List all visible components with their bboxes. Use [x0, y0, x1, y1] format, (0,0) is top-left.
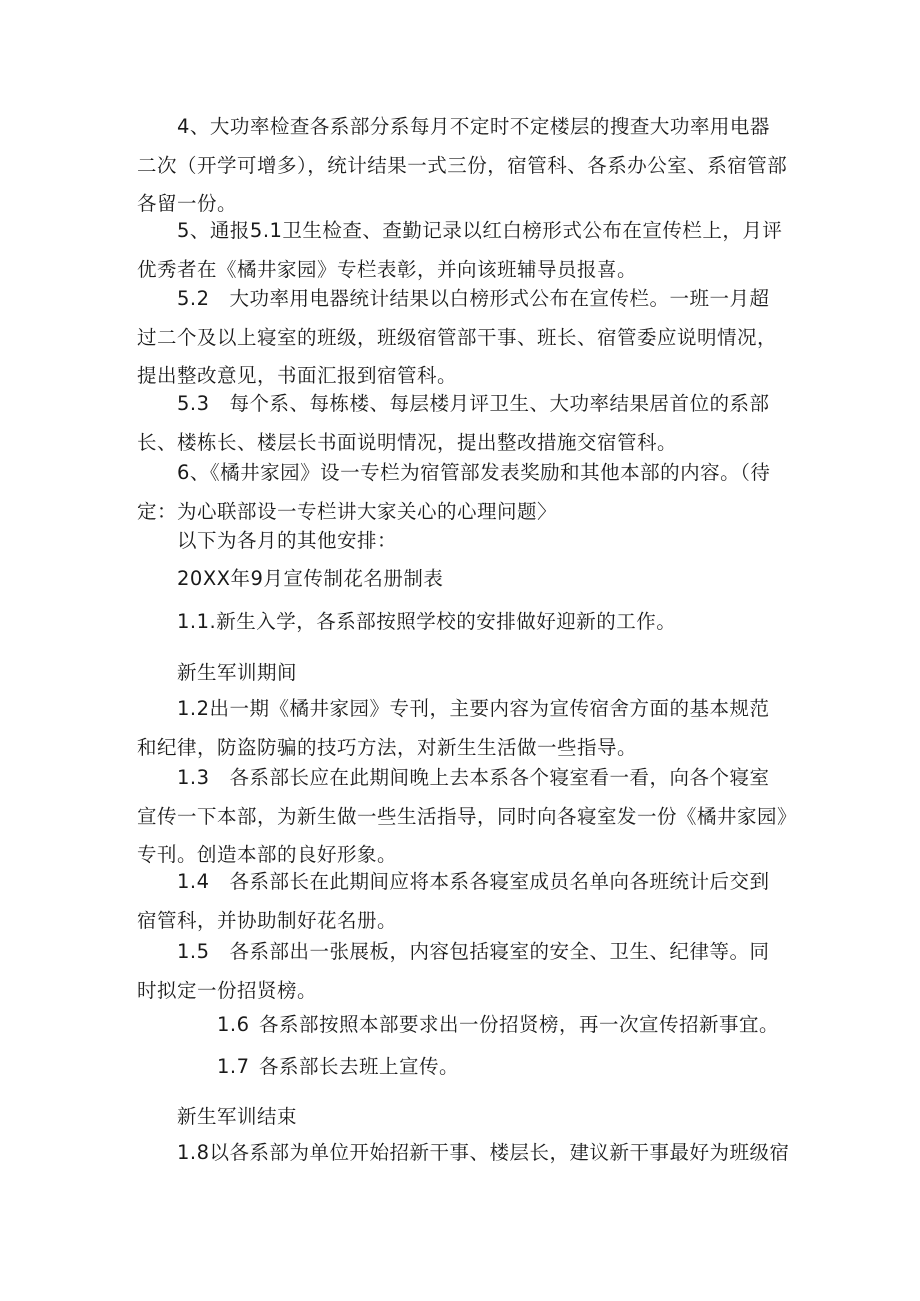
paragraph-1-2: 1.2出一期《橘井家园》专刊，主要内容为宣传宿舍方面的基本规范和纪律，防盗防骗的技巧方法，对新生生活做一些指导。	[137, 697, 770, 759]
paragraph-1-7	[137, 1048, 789, 1087]
paragraph-1-5: 1.5 各系部出一张展板，内容包括寝室的安全、卫生、纪律等。同时拟定一份招贤榜。	[137, 940, 770, 1002]
paragraph-1-1: 1.1.新生入学，各系部按照学校的安排做好迎新的工作。	[177, 610, 677, 633]
paragraph-5-3: 5.3 每个系、每栋楼、每层楼月评卫生、大功率结果居首位的系部长、楼栋长、楼层长书面说明情况，提出整改措施交宿管科。	[137, 392, 770, 454]
paragraph-5-notice: 5、通报5.1卫生检查、查勤记录以红白榜形式公布在宣传栏上，月评优秀者在《橘井家园》专栏表彰，并向该班辅导员报喜。	[137, 219, 783, 281]
paragraph-1-8: 1.8以各系部为单位开始招新干事、楼层长，建议新干事最好为班级宿	[177, 1141, 790, 1164]
item-number-1-6: 1.6	[217, 1013, 250, 1036]
item-text-1-7: 各系部长去班上宣传。	[259, 1055, 460, 1078]
paragraph-4-high-power-check: 4、大功率检查各系部分系每月不定时不定楼层的搜查大功率用电器二次（开学可增多），统计结果一式三份，宿管科、各系办公室、系宿管部各留一份。	[137, 115, 788, 215]
item-number-1-7: 1.7	[217, 1055, 250, 1078]
paragraph-1-4: 1.4 各系部长在此期间应将本系各寝室成员名单向各班统计后交到宿管科，并协助制好花名册。	[137, 870, 770, 932]
heading-training-end: 新生军训结束	[177, 1105, 298, 1128]
heading-military-training: 新生军训期间	[177, 661, 298, 684]
paragraph-1-3: 1.3 各系部长应在此期间晚上去本系各个寝室看一看，向各个寝室宣传一下本部，为新生做一些生活指导，同时向各寝室发一份《橘井家园》专刊。创造本部的良好形象。	[137, 766, 788, 866]
item-text-1-6: 各系部按照本部要求出一份招贤榜，再一次宣传招新事宜。	[259, 1013, 780, 1036]
heading-september: 20XX年9月宣传制花名册制表	[177, 567, 444, 590]
paragraph-5-2: 5.2 大功率用电器统计结果以白榜形式公布在宣传栏。一班一月超过二个及以上寝室的班级，班级宿管部干事、班长、宿管委应说明情况，提出整改意见，书面汇报到宿管科。	[137, 287, 778, 387]
paragraph-1-6	[137, 1006, 789, 1045]
paragraph-monthly-intro: 以下为各月的其他安排：	[177, 529, 398, 552]
paragraph-6-column: 6、《橘井家园》设一专栏为宿管部发表奖励和其他本部的内容。（待定：为心联部设一专栏讲大家关心的心理问题〉	[137, 461, 771, 523]
